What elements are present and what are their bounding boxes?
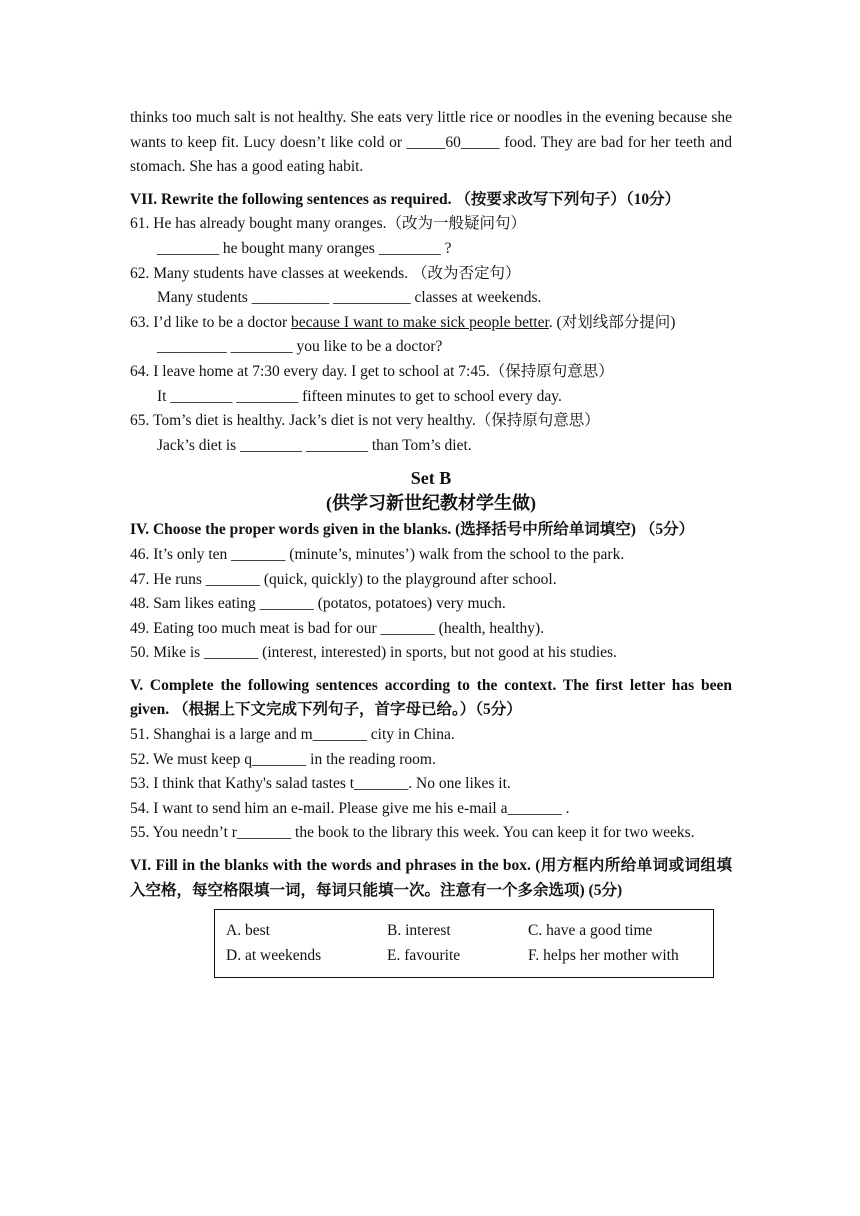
option-b: B. interest [387, 922, 451, 940]
section-7-heading: VII. Rewrite the following sentences as required. （按要求改写下列句子）（10分） [130, 190, 681, 208]
question-62-answer-line: Many students __________ __________ classes at weekends. [157, 289, 542, 307]
word-box-row [226, 918, 703, 943]
question-65-answer-line: Jack’s diet is ________ ________ than Tom’s diet. [157, 436, 472, 454]
question-63-underlined-part: because I want to make sick people better [290, 313, 549, 331]
question-62: 62. Many students have classes at weekends. （改为否定句） [130, 264, 521, 282]
set-b-subtitle: (供学习新世纪教材学生做) [326, 493, 536, 514]
question-63-answer-line: _________ ________ you like to be a doctor? [157, 338, 443, 356]
question-61-answer-line: ________ he bought many oranges ________ ? [157, 239, 452, 257]
question-61: 61. He has already bought many oranges.（改为一般疑问句） [130, 215, 527, 233]
document-page [130, 106, 732, 978]
section-6-heading: VI. Fill in the blanks with the words and phrases in the box. (用方框内所给单词或词组填入空格，每空格限填一词，每词只能填一次。注意有一个多余选项) (5分) [130, 857, 732, 899]
question-54: 54. I want to send him an e-mail. Please give me his e-mail a_______ . [130, 799, 570, 817]
question-55: 55. You needn’t r_______ the book to the library this week. You can keep it for two weeks. [130, 824, 695, 842]
question-46: 46. It’s only ten _______ (minute’s, minutes’) walk from the school to the park. [130, 545, 625, 563]
section-4-heading: IV. Choose the proper words given in the blanks. (选择括号中所给单词填空) （5分） [130, 521, 695, 539]
question-63-suffix: . (对划线部分提问) [548, 313, 676, 331]
section-5-heading: V. Complete the following sentences according to the context. The first letter has been given. （根据上下文完成下列句子，首字母已给。）（5分） [130, 676, 732, 719]
set-b-title: Set B [410, 468, 452, 489]
question-64: 64. I leave home at 7:30 every day. I get to school at 7:45.（保持原句意思） [130, 362, 614, 380]
question-63 [130, 311, 732, 336]
intro-paragraph: thinks too much salt is not healthy. She eats very little rice or noodles in the evening because she wants to keep fit. Lucy doesn’t like cold or _____60_____ food. They are bad for her teeth and stomach. She has a good eating habit. [130, 109, 732, 176]
word-box-row [226, 943, 703, 968]
question-50: 50. Mike is _______ (interest, interested) in sports, but not good at his studies. [130, 644, 617, 662]
option-a: A. best [226, 922, 270, 940]
question-51: 51. Shanghai is a large and m_______ city in China. [130, 726, 455, 744]
question-63-prefix: 63. I’d like to be a doctor [130, 313, 291, 331]
question-48: 48. Sam likes eating _______ (potatos, potatoes) very much. [130, 595, 506, 613]
question-64-answer-line: It ________ ________ fifteen minutes to get to school every day. [157, 387, 562, 405]
word-box [214, 909, 714, 978]
question-47: 47. He runs _______ (quick, quickly) to the playground after school. [130, 570, 557, 588]
question-53: 53. I think that Kathy's salad tastes t_______. No one likes it. [130, 775, 511, 793]
option-e: E. favourite [387, 947, 461, 965]
option-d: D. at weekends [226, 947, 322, 965]
question-49: 49. Eating too much meat is bad for our _______ (health, healthy). [130, 619, 545, 637]
option-c: C. have a good time [528, 922, 653, 940]
option-f: F. helps her mother with [528, 947, 679, 965]
question-52: 52. We must keep q_______ in the reading room. [130, 750, 436, 768]
question-65: 65. Tom’s diet is healthy. Jack’s diet is not very healthy.（保持原句意思） [130, 412, 600, 430]
